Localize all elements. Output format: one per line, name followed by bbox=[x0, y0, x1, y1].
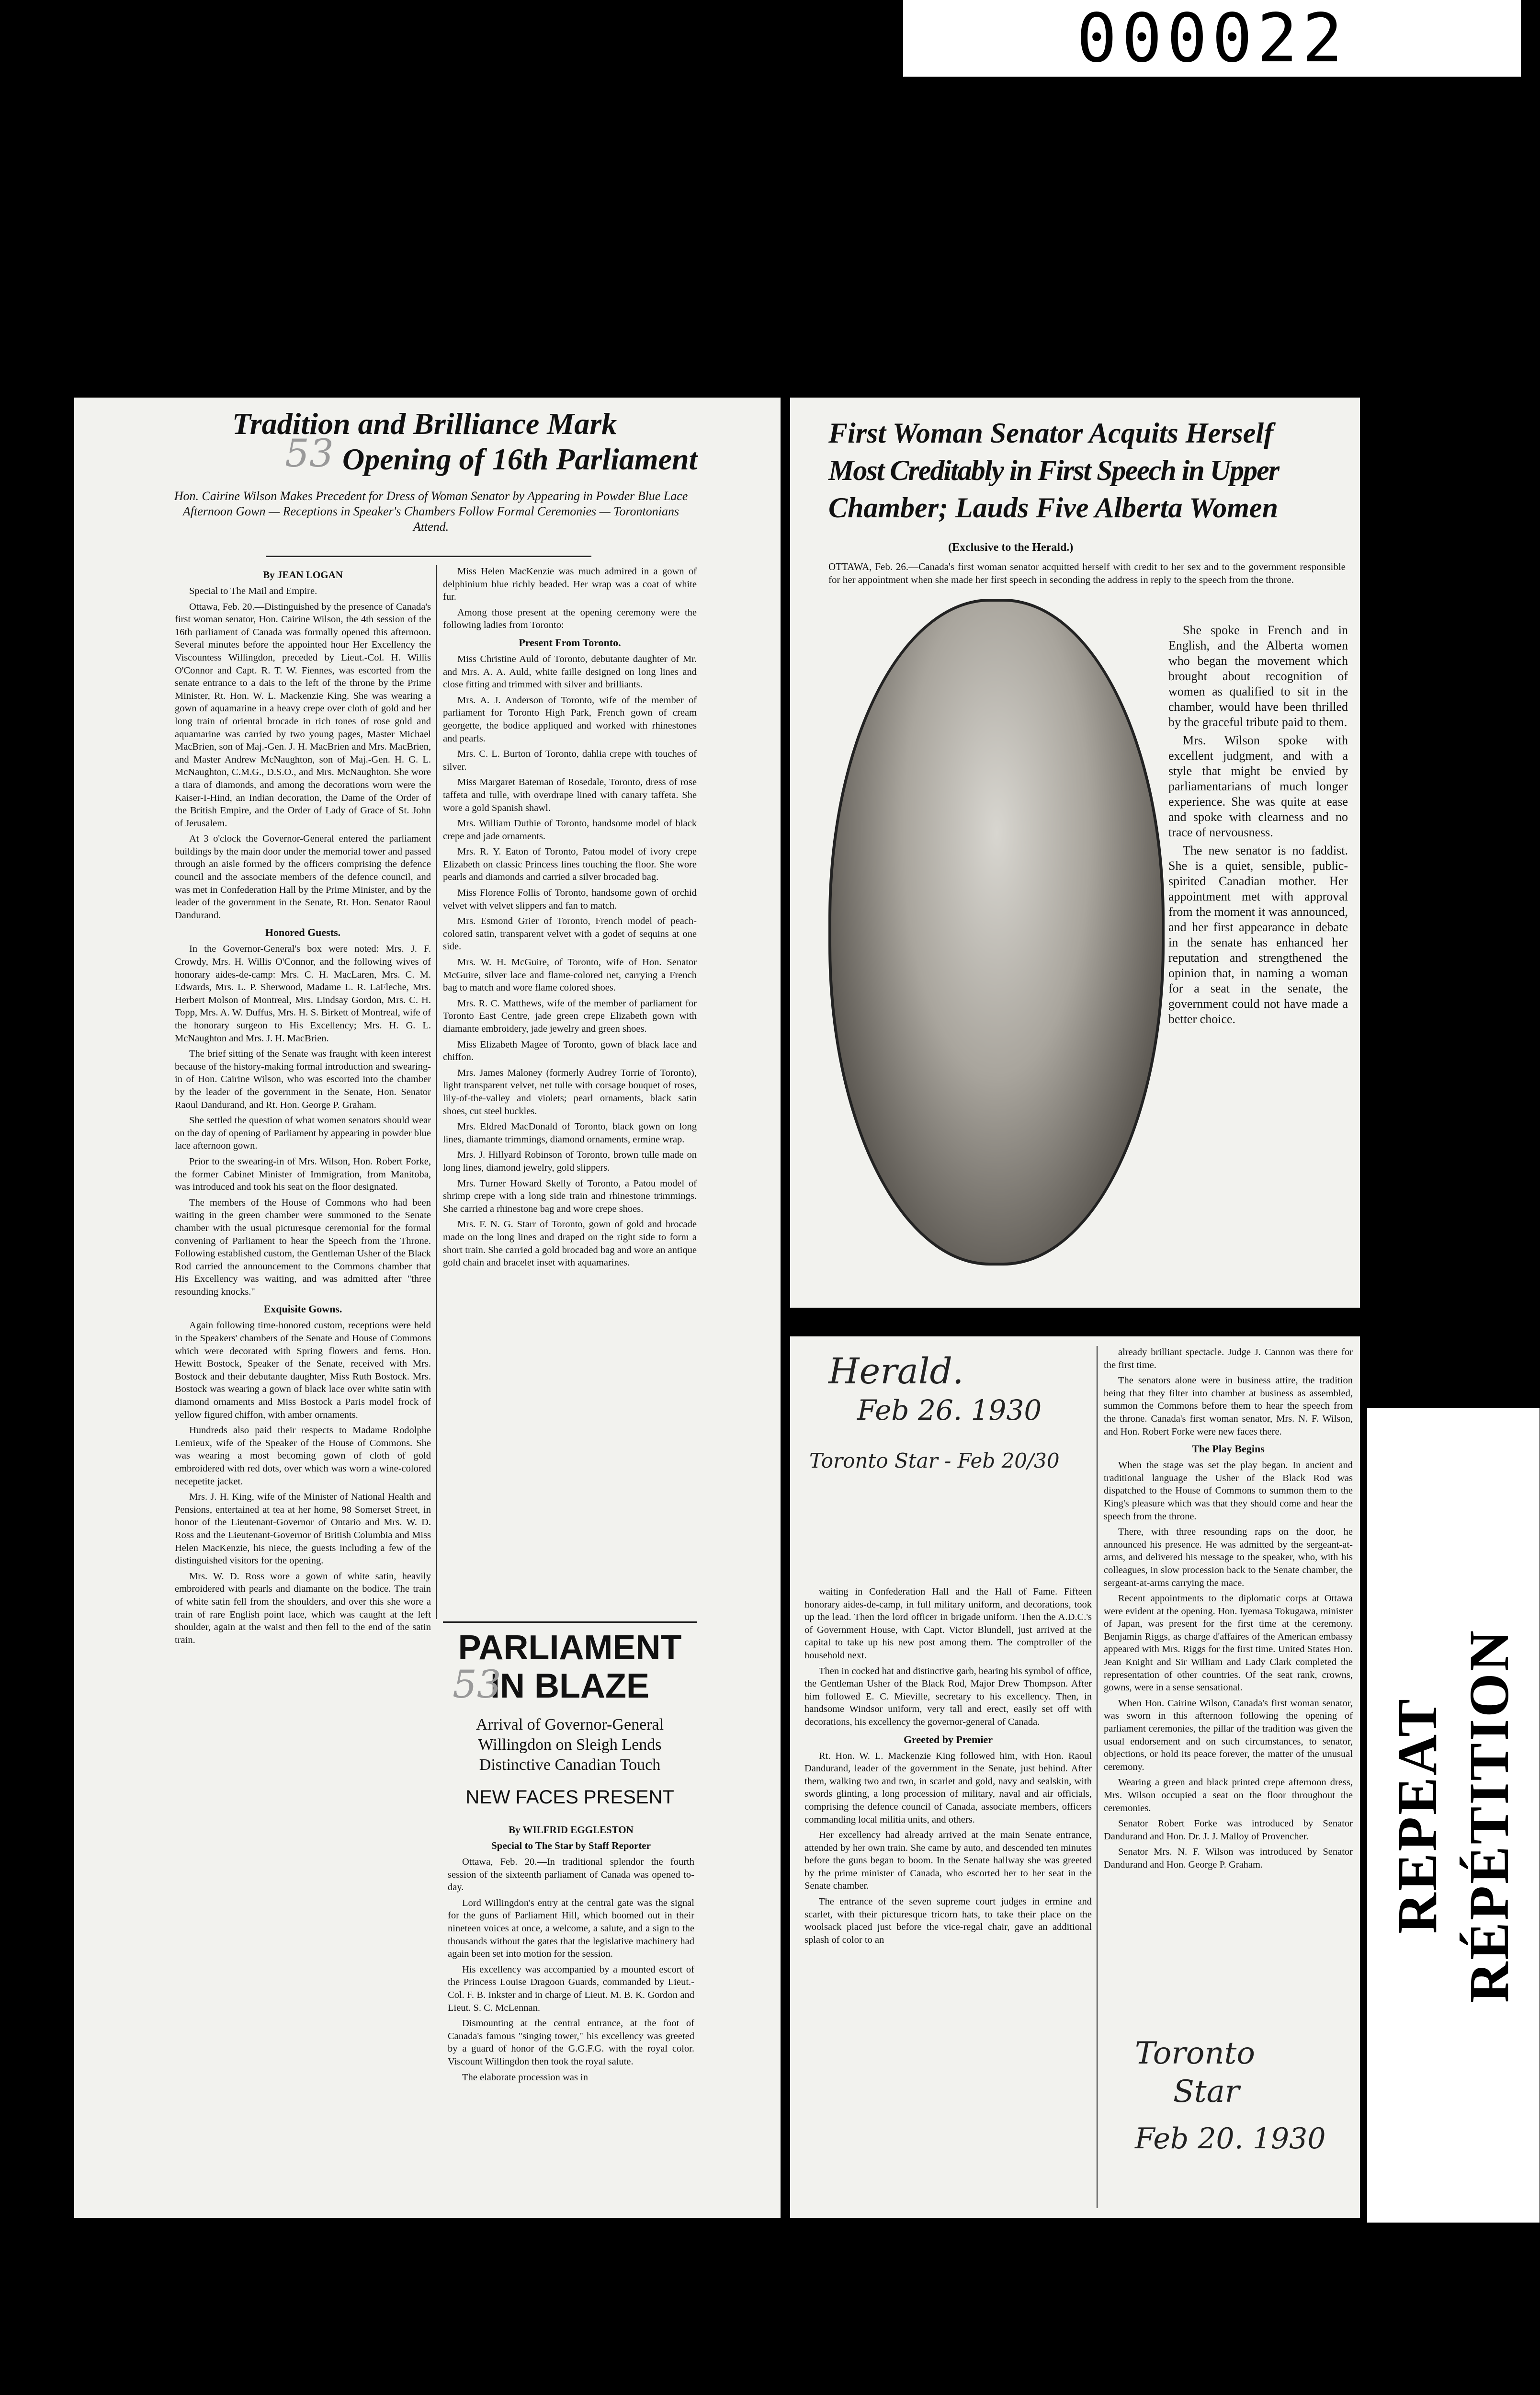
repeat-stamp bbox=[1367, 1408, 1540, 2223]
left-column-2 bbox=[443, 565, 697, 1614]
paragraph: Prior to the swearing-in of Mrs. Wilson, Hon. Robert Forke, the former Cabinet Minister of Immigration, from Manitoba, was introduced and took his seat on the floor designated. bbox=[175, 1156, 431, 1193]
lead-paragraph: OTTAWA, Feb. 26.—Canada's first woman senator acquitted herself with credit to her sex and to the government responsible for her appointment when she made her first speech in seconding the address in reply to the speech from the throne. bbox=[828, 561, 1346, 585]
paragraph: Again following time-honored custom, receptions were held in the Speakers' chambers of the Senate and House of Commons which were decorated with Spring flowers and ferns. Hon. Hewitt Bostock, Speaker of the Senate, received with Mrs. Bostock and their debutante daughter, Miss Ruth Bostock. Mrs. Bostock was wearing a gown of black lace over white satin with diamond ornaments and Miss Bostock a Paris model frock of yellow figured chiffon, with amber ornaments. bbox=[175, 1320, 431, 1420]
handwritten-herald-date: Feb 26. 1930 bbox=[857, 1394, 1042, 1426]
paragraph: When the stage was set the play began. In ancient and traditional language the Usher of the Black Rod was dispatched to the House of Commons to summon them to the King's pleasure which was that they should come and hear the speech from the throne. bbox=[1104, 1460, 1353, 1522]
subhead-play-begins: The Play Begins bbox=[1192, 1443, 1265, 1455]
paragraph: Miss Elizabeth Magee of Toronto, gown of black lace and chiffon. bbox=[443, 1039, 697, 1063]
headline-right-line1: First Woman Senator Acquits Herself bbox=[828, 417, 1274, 449]
deck-center: Arrival of Governor-General Willingdon on Sleigh Lends Distinctive Canadian Touch bbox=[476, 1716, 664, 1774]
paragraph: There, with three resounding raps on the door, he announced his presence. He was admitted by the sergeant-at-arms, and delivered his message to the speaker, who, with his colleagues, in slow procession back to the Senate chamber, the sergeant-at-arms carrying the mace. bbox=[1104, 1527, 1353, 1588]
subhead-honored-guests: Honored Guests. bbox=[265, 926, 341, 939]
paragraph: She spoke in French and in English, and the Alberta women who began the movement which brought about recognition of women as qualified to sit in the chamber, would have been thrilled by the graceful tribute paid to them. bbox=[1168, 623, 1348, 729]
headline-right-line2: Most Creditably in First Speech in Upper bbox=[828, 455, 1279, 486]
byline-center-2: Special to The Star by Staff Reporter bbox=[491, 1840, 651, 1851]
center-article-rule bbox=[443, 1621, 697, 1623]
headline-left-line1: Tradition and Brilliance Mark bbox=[232, 407, 617, 441]
paragraph: The elaborate procession was in bbox=[462, 2072, 588, 2083]
handwritten-star-bottom-1: Toronto bbox=[1135, 2036, 1255, 2071]
paragraph: Mrs. F. N. G. Starr of Toronto, gown of gold and brocade made on the long lines and draped on the right side to form a short train. She carried a gold brocaded bag and wore an antique gold chain and bracelet inset with aquamarines. bbox=[443, 1219, 697, 1268]
paragraph: Mrs. A. J. Anderson of Toronto, wife of the member of parliament for Toronto High Park, French gown of cream georgette, the bodice appliqued and worked with rhinestones and pearls. bbox=[443, 695, 697, 744]
paragraph: Mrs. James Maloney (formerly Audrey Torrie of Toronto), light transparent velvet, net tulle with corsage bouquet of roses, lily-of-the-valley and violets; pearl ornaments, black satin shoes, cut steel buckles. bbox=[443, 1067, 697, 1117]
paragraph: Her excellency had already arrived at the main Senate entrance, attended by her own train. She came by auto, and descended ten minutes before the guns began to boom. In the Senate hallway she was greeted by the prime minister of Canada, who escorted her to her seat in the Senate chamber. bbox=[804, 1830, 1092, 1892]
paragraph: Hundreds also paid their respects to Madame Rodolphe Lemieux, wife of the Speaker of the House of Commons. She was wearing a most becoming gown of cloth of gold embroidered with red dots, over which was worn a wine-colored necepetite jacket. bbox=[175, 1425, 431, 1487]
headline-center: PARLIAMENT IN BLAZE bbox=[458, 1629, 682, 1705]
paragraph: Mrs. Eldred MacDonald of Toronto, black gown on long lines, diamante trimmings, diamond ornaments, ermine wrap. bbox=[443, 1121, 697, 1145]
paragraph: The new senator is no faddist. She is a quiet, sensible, public-spirited Canadian mother. Her appointment met with approval from the moment it was announced, and her first appearance in debate in the senate has enhanced her reputation and strengthened the opinion that, in naming a woman for a seat in the senate, the government could not have made a better choice. bbox=[1168, 844, 1348, 1026]
paragraph: The members of the House of Commons who had been waiting in the green chamber were summoned to the Senate chamber with the usual picturesque ceremonial for the formal convening of Parliament to hear the Speech from the Throne. Following established custom, the Gentleman Usher of the Black Rod carried the announcement to the Commons chamber that His Excellency was waiting, and was admitted after "three resounding knocks." bbox=[175, 1197, 431, 1297]
bottom-right-column-1 bbox=[804, 1585, 1092, 2213]
senator-portrait-photo bbox=[828, 599, 1165, 1266]
paragraph: Mrs. J. H. King, wife of the Minister of National Health and Pensions, entertained at tea at her home, 98 Somerset Street, in honor of the Lieutenant-Governor of Ontario and Mrs. W. D. Ross and the Lieutenant-Governor of British Columbia and Miss Helen MacKenzie, his niece, the guests including a few of the distinguished visitors for the opening. bbox=[175, 1492, 431, 1566]
paragraph: already brilliant spectacle. Judge J. Cannon was there for the first time. bbox=[1104, 1347, 1353, 1370]
paragraph: Miss Helen MacKenzie was much admired in a gown of delphinium blue richly beaded. Her wrap was a coat of white fur. bbox=[443, 566, 697, 603]
repeat-label: REPEAT bbox=[1386, 1697, 1449, 1934]
paragraph: Dismounting at the central entrance, at the foot of Canada's famous "singing tower," his excellency was greeted by a guard of honor of the G.G.F.G. with the royal color. Viscount Willingdon then took the royal salute. bbox=[448, 2018, 694, 2067]
paragraph: Mrs. R. Y. Eaton of Toronto, Patou model of ivory crepe Elizabeth on classic Princess lines touching the floor. She wore pearls and diamonds and carried a silver brocaded bag. bbox=[443, 846, 697, 883]
subdeck-center: NEW FACES PRESENT bbox=[465, 1787, 674, 1808]
subhead-greeted: Greeted by Premier bbox=[903, 1733, 993, 1745]
paragraph: His excellency was accompanied by a mounted escort of the Princess Louise Dragoon Guards, commanded by Lieut.-Col. F. B. Inkster and in charge of Lieut. M. B. K. Gordon and Lieut. S. C. McLennan. bbox=[448, 1964, 694, 2013]
clipping-left bbox=[74, 398, 781, 2218]
paragraph: Mrs. W. H. McGuire, of Toronto, wife of Hon. Senator McGuire, silver lace and flame-colored net, carrying a French bag to match and wore flame colored shoes. bbox=[443, 957, 697, 993]
paragraph: When Hon. Cairine Wilson, Canada's first woman senator, was sworn in this afternoon following the opening of parliament ceremonies, the pillar of the tradition was given the usual endorsement and on such circumstances, to senator, objections, or hold its peace forever, the matter of the unusual ceremony. bbox=[1104, 1698, 1353, 1772]
byline-left: By JEAN LOGAN bbox=[263, 569, 343, 581]
paragraph: Among those present at the opening ceremony were the following ladies from Toronto: bbox=[443, 607, 697, 631]
paragraph: Then in cocked hat and distinctive garb, bearing his symbol of office, the Gentleman Usher of the Black Rod, Major Drew Thompson. After him followed E. C. Mieville, secretary to his excellency. Then, in handsome Windsor uniform, very tall and erect, easily set off with decorations, his excellency the governor-general of Canada. bbox=[804, 1665, 1092, 1727]
subhead-present-toronto: Present From Toronto. bbox=[519, 636, 621, 649]
annotation-number: 53 bbox=[285, 431, 334, 476]
paragraph: In the Governor-General's box were noted: Mrs. J. F. Crowdy, Mrs. H. Willis O'Connor, and the following wives of honorary aides-de-camp: Mrs. C. H. MacLaren, Mrs. C. M. Edwards, Mrs. L. P. Sherwood, Madame L. R. LaFleche, Mrs. Herbert Molson of Montreal, Mrs. Lindsay Gordon, Mrs. C. H. Topp, Mrs. A. W. Duffus, Mrs. H. S. Birkett of Montreal, wife of the honorary surgeon to His Excellency; Mrs. H. G. L. McNaughton and Mrs. J. H. MacBrien. bbox=[175, 944, 431, 1044]
handwritten-star-bottom-date: Feb 20. 1930 bbox=[1135, 2122, 1326, 2156]
paragraph: At 3 o'clock the Governor-General entered the parliament buildings by the main door under the memorial tower and passed through an aisle formed by the officers comprising the defence council and the associate members of the defence council, and was met in Confederation Hall by the Prime Minister, and by the leader of the government in the Senate, Rt. Hon. Senator Raoul Dandurand. bbox=[175, 833, 431, 921]
handwritten-herald: Herald. bbox=[828, 1351, 964, 1392]
bottom-right-column-2 bbox=[1104, 1346, 1353, 1954]
paragraph: Mrs. R. C. Matthews, wife of the member of parliament for Toronto East Centre, jade green crepe Elizabeth gown with diamante embroidery, jade jewelry and green shoes. bbox=[443, 998, 697, 1034]
clipping-right-top bbox=[790, 398, 1360, 1308]
paragraph: Wearing a green and black printed crepe afternoon dress, Mrs. Wilson occupied a seat on the floor throughout the ceremonies. bbox=[1104, 1777, 1353, 1813]
paragraph: waiting in Confederation Hall and the Hall of Fame. Fifteen honorary aides-de-camp, in full military uniform, and decorations, took up the lead. Then the lord officer in brigade uniform. Then the A.D.C.'s of Government House, with Capt. Victor Blundell, just arrived at the capital to take up his new post among them. The comptroller of the household next. bbox=[804, 1586, 1092, 1661]
paragraph: Ottawa, Feb. 20.—In traditional splendor the fourth session of the sixteenth parliament of Canada was opened to-day. bbox=[448, 1857, 694, 1893]
right-column bbox=[1168, 623, 1348, 1293]
headline-right-line3: Chamber; Lauds Five Alberta Women bbox=[828, 492, 1278, 524]
frame-number: 000022 bbox=[903, 0, 1521, 77]
paragraph: Recent appointments to the diplomatic corps at Ottawa were evident at the opening. Hon. Iyemasa Tokugawa, minister of Japan, was present for the first time at the ceremony. Benjamin Riggs, as charge d'affaires of the American embassy appeared with Mrs. Riggs for the first time. United States Hon. Jean Knight and Sir William and Lady Clark completed the representation of other countries. Of the seat rank, crowns, gowns, were in a sense sensational. bbox=[1104, 1593, 1353, 1693]
column-rule bbox=[1097, 1346, 1098, 2208]
paragraph: Lord Willingdon's entry at the central gate was the signal for the guns of Parliament Hill, which boomed out in their nineteen voices at once, a welcome, a salute, and a sign to the thousands without the gates that the legislative machinery had again been set into motion for the session. bbox=[448, 1897, 694, 1960]
headline-left-line2: Opening of 16th Parliament bbox=[342, 442, 698, 476]
paragraph: Mrs. Turner Howard Skelly of Toronto, a Patou model of shrimp crepe with a long side train and rhinestone trimmings. She carried a rhinestone bag and wore crepe shoes. bbox=[443, 1178, 697, 1214]
paragraph: Mrs. C. L. Burton of Toronto, dahlia crepe with touches of silver. bbox=[443, 749, 697, 772]
paragraph: The brief sitting of the Senate was fraught with keen interest because of the history-making formal introduction and swearing-in of Hon. Cairine Wilson, who was escorted into the chamber by the leader of the government in the Senate, Hon. Senator Raoul Dandurand, and Rt. Hon. George P. Graham. bbox=[175, 1049, 431, 1110]
exclusive-note: (Exclusive to the Herald.) bbox=[948, 541, 1074, 554]
clipping-right-bottom bbox=[790, 1336, 1360, 2218]
center-column bbox=[448, 1820, 694, 2213]
paragraph: Rt. Hon. W. L. Mackenzie King followed him, with Hon. Raoul Dandurand, leader of the government in the Senate, just behind. After them, walking two and two, in scarlet and gold, navy and sealskin, with swords glinting, a long procession of military, naval and air officials, comprising the defence council of Canada, associate members, officers commanding local militia units, and others. bbox=[804, 1750, 1092, 1825]
paragraph: The senators alone were in business attire, the tradition being that they filter into chamber at business as assembled, summon the Commons before them to hear the speech from the throne. Canada's first woman senator, Mrs. N. F. Wilson, and Hon. Robert Forke were new faces there. bbox=[1104, 1375, 1353, 1437]
paragraph: Ottawa, Feb. 20.—Distinguished by the presence of Canada's first woman senator, Hon. Cairine Wilson, the 4th session of the 16th parliament of Canada was formally opened this afternoon. Several minutes before the appointed hour Her Excellency the Viscountess Willingdon, preceded by Lieut.-Col. H. Willis O'Connor and Capt. R. T. W. Fiennes, was escorted from the senate entrance to a dais to the left of the throne by the Prime Minister, Rt. Hon. W. L. Mackenzie King. She was wearing a gown of aquamarine in a heavy crepe over cloth of gold and her long train of oriental brocade in rich tones of rose gold and aquamarine was carried by two young pages, Master Michael MacBrien, son of Maj.-Gen. J. H. MacBrien and Mrs. MacBrien, and Master Andrew McNaughton, son of Maj.-Gen. H. G. L. McNaughton, C.M.G., D.S.O., and Mrs. McNaughton. She wore a tiara of diamonds, and among the decorations worn were the Kaiser-I-Hind, an Indian decoration, the Dame of the Order of the British Empire, and the Order of Lady of Grace of St. John of Jerusalem. bbox=[175, 601, 431, 829]
paragraph: Miss Margaret Bateman of Rosedale, Toronto, dress of rose taffeta and tulle, with overdrape lined with canary taffeta. She wore a gold Spanish shawl. bbox=[443, 777, 697, 813]
handwritten-star-bottom-2: Star bbox=[1173, 2074, 1240, 2110]
subhead-exquisite-gowns: Exquisite Gowns. bbox=[263, 1303, 342, 1315]
paragraph: She settled the question of what women senators should wear on the day of opening of Parliament by appearing in powder blue lace afternoon gown. bbox=[175, 1115, 431, 1152]
paragraph: Mrs. William Duthie of Toronto, handsome model of black crepe and jade ornaments. bbox=[443, 818, 697, 842]
paragraph: Mrs. J. Hillyard Robinson of Toronto, brown tulle made on long lines, diamond jewelry, gold slippers. bbox=[443, 1150, 697, 1173]
deck-rule bbox=[266, 556, 591, 557]
paragraph: Mrs. Esmond Grier of Toronto, French model of peach-colored satin, transparent velvet with a godet of sequins at one side. bbox=[443, 916, 697, 952]
deck-left: Hon. Cairine Wilson Makes Precedent for Dress of Woman Senator by Appearing in Powder Blue Lace Afternoon Gown — Receptions in Speaker's Chambers Follow Formal Ceremonies — Torontonians Attend. bbox=[174, 489, 688, 534]
handwritten-star-mid: Toronto Star - Feb 20/30 bbox=[809, 1449, 1060, 1472]
paragraph: Miss Christine Auld of Toronto, debutante daughter of Mr. and Mrs. A. A. Auld, white faille designed on long lines and close fitting and trimmed with silver and brilliants. bbox=[443, 653, 697, 690]
paragraph: Special to The Mail and Empire. bbox=[189, 586, 317, 596]
paragraph: Miss Florence Follis of Toronto, handsome gown of orchid velvet with velvet slippers and fan to match. bbox=[443, 888, 697, 911]
repetition-label: RÉPÉTITION bbox=[1458, 1628, 1520, 2003]
left-column-1 bbox=[175, 565, 431, 2213]
column-rule bbox=[436, 565, 437, 1619]
paragraph: Senator Robert Forke was introduced by Senator Dandurand and Hon. Dr. J. J. Malloy of Provencher. bbox=[1104, 1818, 1353, 1842]
paragraph: Senator Mrs. N. F. Wilson was introduced by Senator Dandurand and Hon. George P. Graham. bbox=[1104, 1847, 1353, 1870]
paragraph: Mrs. Wilson spoke with excellent judgment, and with a style that might be envied by parliamentarians of much longer experience. She was quite at ease and spoke with clearness and no trace of nervousness. bbox=[1168, 733, 1348, 839]
byline-center: By WILFRID EGGLESTON bbox=[509, 1824, 634, 1836]
annotation-number-center: 53 bbox=[453, 1662, 501, 1707]
paragraph: Mrs. W. D. Ross wore a gown of white satin, heavily embroidered with pearls and diamante on the bodice. The train of white satin fell from the shoulders, and over this she wore a train of rare English point lace, which was caught at the left shoulder, again at the waist and then fell to the end of the satin train. bbox=[175, 1571, 431, 1645]
paragraph: The entrance of the seven supreme court judges in ermine and scarlet, with their picturesque tricorn hats, to take their place on the woolsack placed just before the vice-regal chair, gave an additional splash of color to an bbox=[804, 1896, 1092, 1945]
